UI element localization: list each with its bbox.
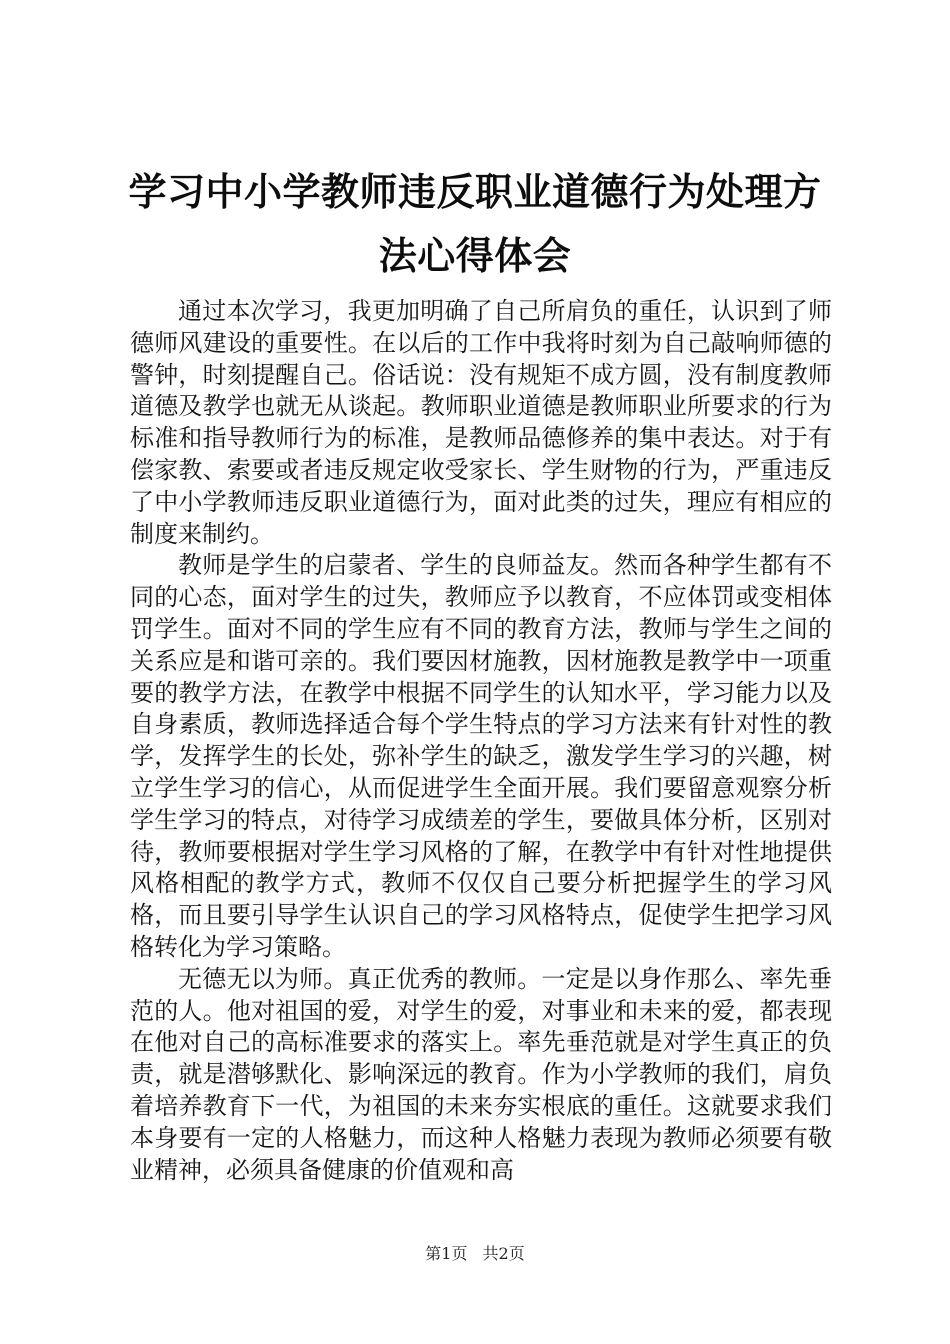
paragraph-1: 通过本次学习，我更加明确了自己所肩负的重任，认识到了师德师风建设的重要性。在以后的工作中我将时刻为自己敲响师德的警钟，时刻提醒自己。俗话说：没有规矩不成方圆，没有制度教师道德及教学也就无从谈起。教师职业道德是教师职业所要求的行为标准和指导教师行为的标准，是教师品德修养的集中表达。对于有偿家教、索要或者违反规定收受家长、学生财物的行为，严重违反了中小学教师违反职业道德行为，面对此类的过失，理应有相应的制度来制约。 xyxy=(130,297,832,548)
page-number: 第1页 xyxy=(425,1244,468,1263)
page-footer xyxy=(0,1244,950,1264)
document-body xyxy=(130,296,832,1186)
paragraph-2: 教师是学生的启蒙者、学生的良师益友。然而各种学生都有不同的心态，面对学生的过失，教师应予以教育，不应体罚或变相体罚学生。面对不同的学生应有不同的教育方法，教师与学生之间的关系应是和谐可亲的。我们要因材施教，因材施教是教学中一项重要的教学方法，在教学中根据不同学生的认知水平，学习能力以及自身素质，教师选择适合每个学生特点的学习方法来有针对性的教学，发挥学生的长处，弥补学生的缺乏，激发学生学习的兴趣，树立学生学习的信心，从而促进学生全面开展。我们要留意观察分析学生学习的特点，对待学习成绩差的学生，要做具体分析，区别对待，教师要根据对学生学习风格的了解，在教学中有针对性地提供风格相配的教学方式，教师不仅仅自己要分析把握学生的学习风格，而且要引导学生认识自己的学习风格特点，促使学生把学习风格转化为学习策略。 xyxy=(130,551,832,961)
document-title: 学习中小学教师违反职业道德行为处理方法心得体会 xyxy=(128,170,822,278)
paragraph-3: 无德无以为师。真正优秀的教师。一定是以身作那么、率先垂范的人。他对祖国的爱，对学生的爱，对事业和未来的爱，都表现在他对自己的高标准要求的落实上。率先垂范就是对学生真正的负责，就是潜够默化、影响深远的教育。作为小学教师的我们，肩负着培养教育下一代，为祖国的未来夯实根底的重任。这就要求我们本身要有一定的人格魅力，而这种人格魅力表现为教师必须要有敬业精神，必须具备健康的价值观和高 xyxy=(130,964,832,1184)
page-total: 共2页 xyxy=(482,1244,525,1263)
